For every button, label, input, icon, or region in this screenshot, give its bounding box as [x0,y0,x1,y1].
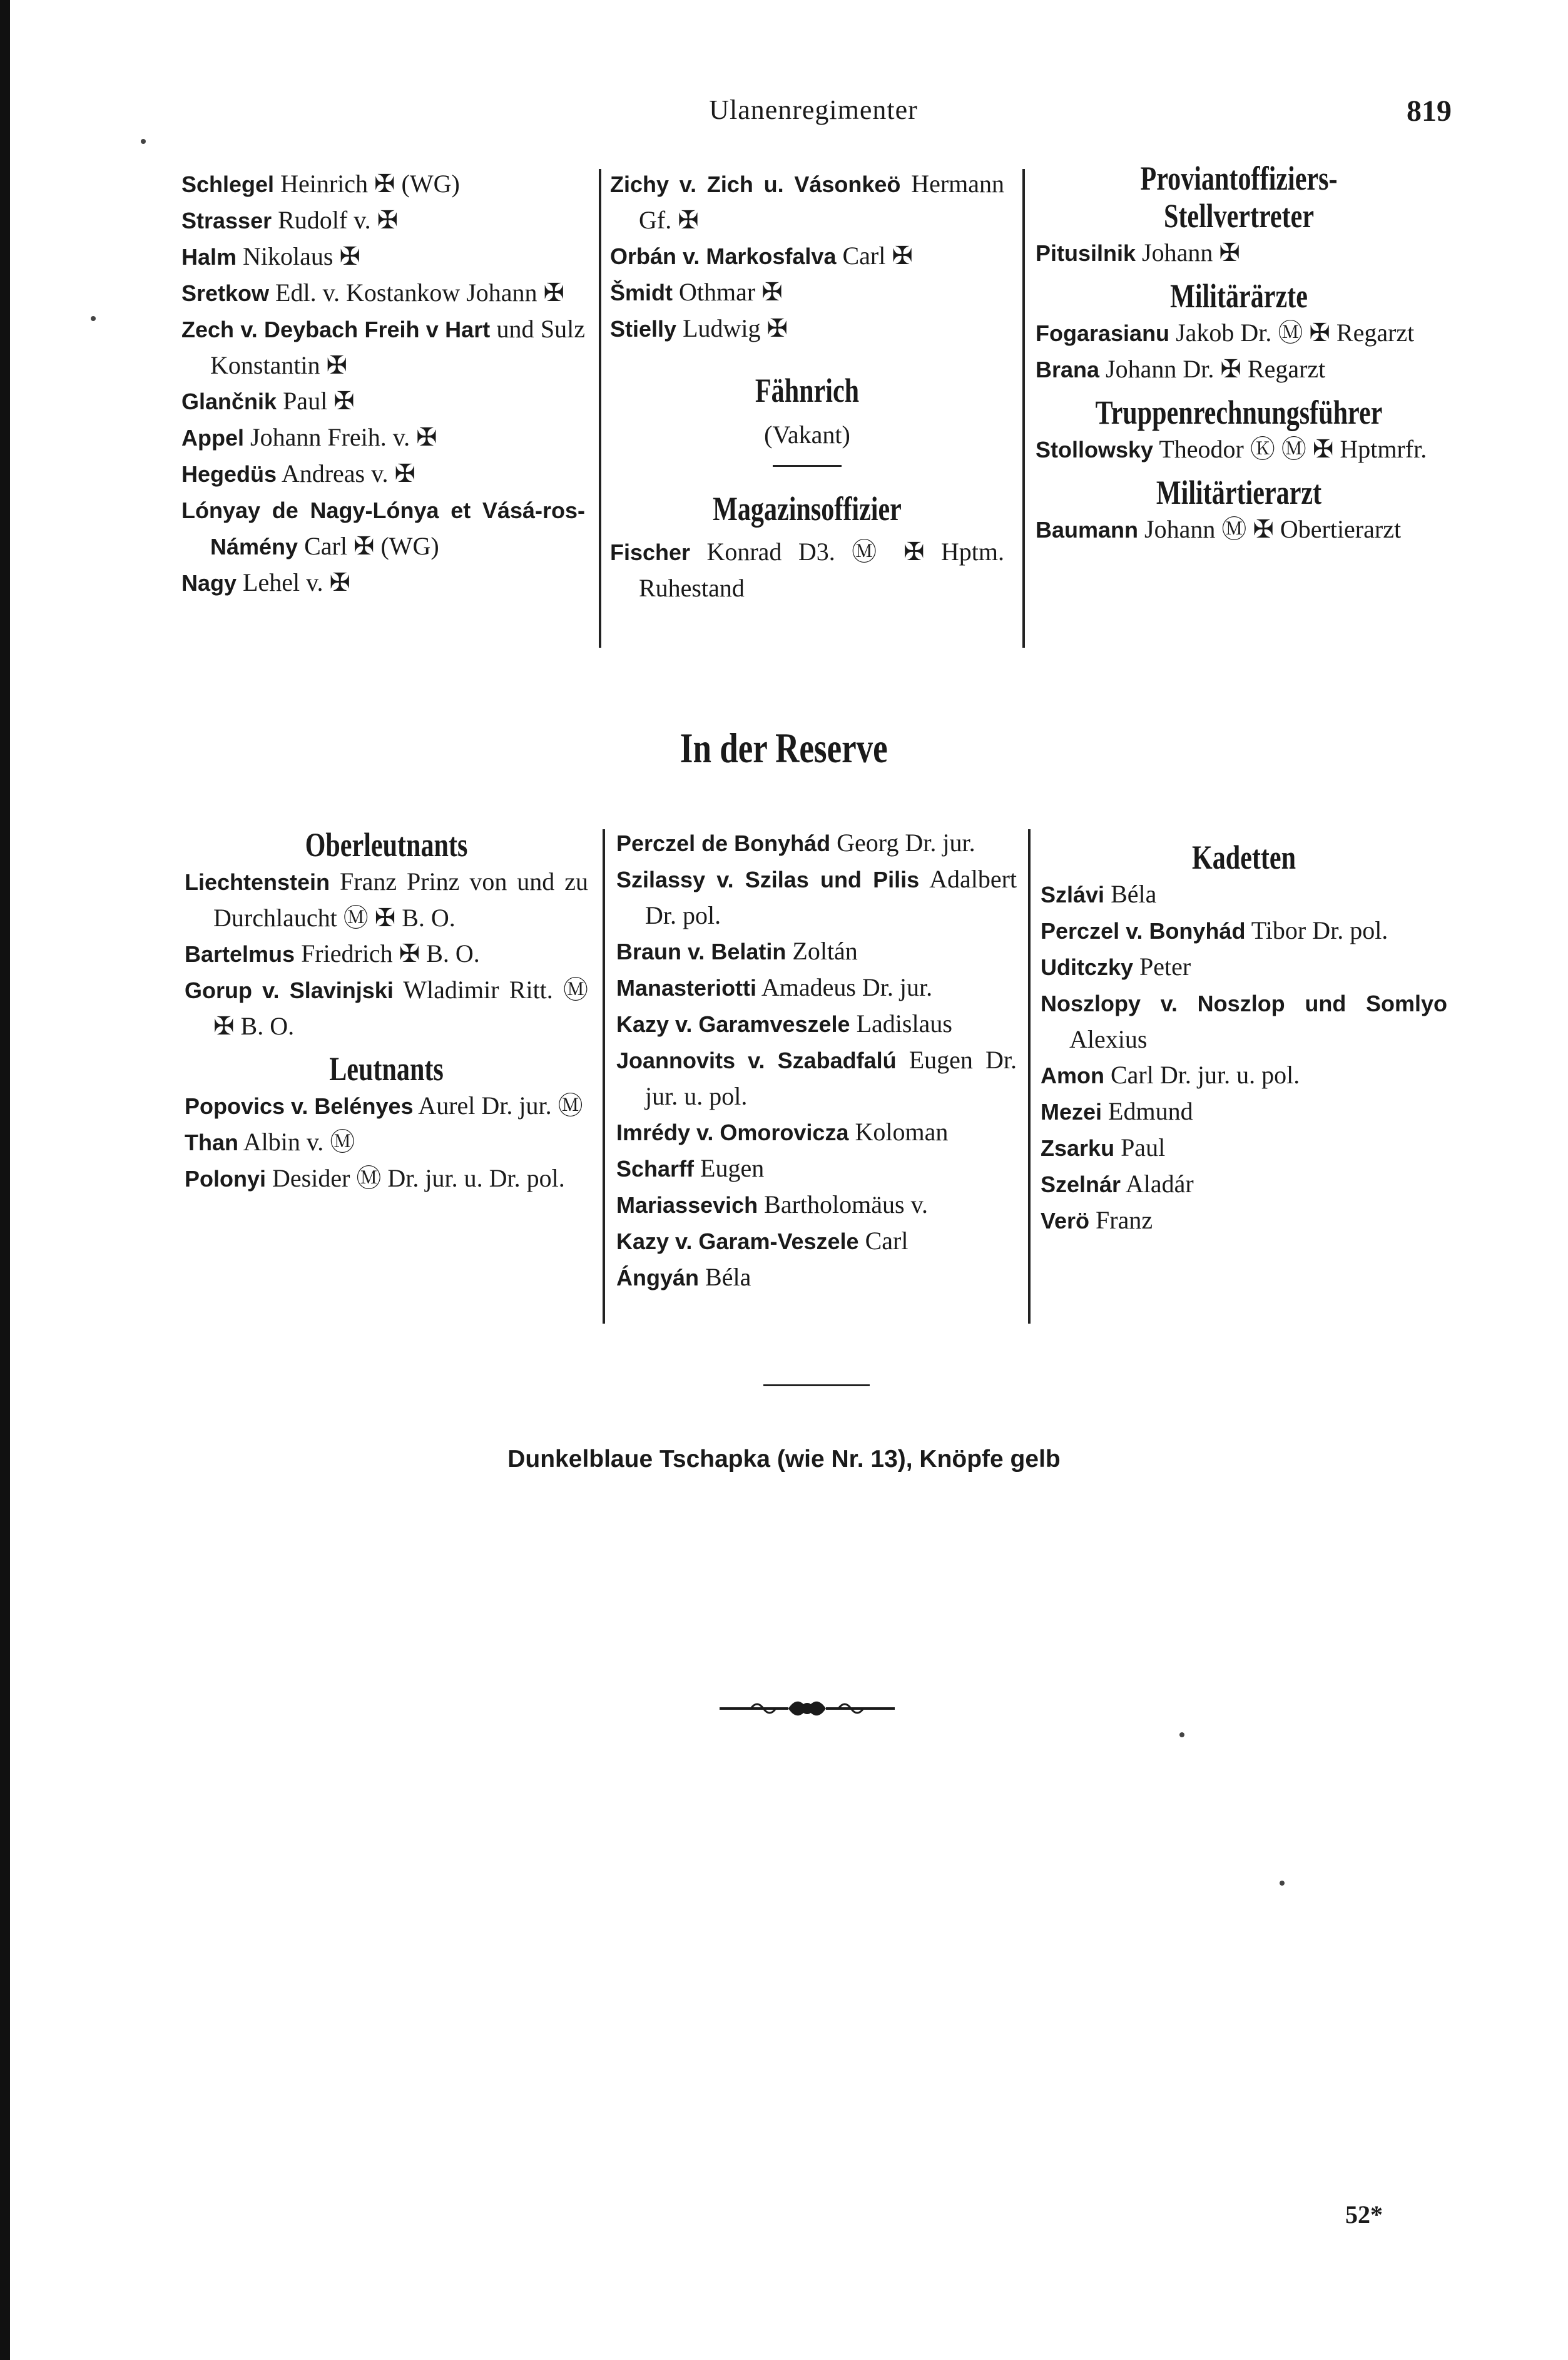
entry-details: Koloman [848,1118,949,1146]
entry-details: Bartholomäus v. [758,1190,928,1218]
list-entry [616,1042,1017,1114]
entry-details: Hermann Gf. ✠ [639,170,1005,234]
entry-details: Aladár [1121,1170,1194,1198]
entry-details: Georg Dr. jur. [830,829,975,857]
entry-surname: Baumann [1036,517,1139,543]
page-header [0,94,1568,144]
reserve-col1 [185,826,588,1197]
entry-surname: Popovics v. Belényes [185,1093,414,1119]
divider [610,459,1004,484]
list-entry [1036,511,1442,548]
entry-details: Othmar ✠ [673,278,783,306]
entry-details: Johann Freih. v. ✠ [244,423,437,451]
list-entry [616,1114,1017,1150]
entry-details: Theodor Ⓚ Ⓜ ✠ Hptmrfr. [1153,435,1427,463]
list-entry [181,492,585,564]
entry-surname: Appel [181,425,245,451]
entry-details: Johann Ⓜ ✠ Obertierarzt [1138,515,1402,543]
entry-details: Carl [858,1227,909,1255]
list-entry [181,456,585,492]
entry-details: Béla [699,1263,751,1291]
reserve-col3 [1041,839,1447,1239]
leutnants-heading: Leutnants [329,1050,444,1088]
entry-details: Johann ✠ [1136,238,1240,267]
entry-surname: Zichy v. Zich u. Vásonkeö [610,171,901,197]
list-entry [181,383,585,419]
entry-details: Zoltán [786,937,858,965]
entry-details: Lehel v. ✠ [237,568,351,596]
entry-details: Nikolaus ✠ [237,242,360,270]
entry-details: Paul [1114,1133,1166,1162]
entry-details: Paul ✠ [277,387,355,415]
section-divider [763,1384,870,1386]
entry-surname: Szilassy v. Szilas und Pilis [616,867,920,892]
entry-surname: Szelnár [1041,1172,1121,1197]
list-entry [181,238,585,275]
entry-surname: Glančnik [181,389,277,414]
entry-surname: Fogarasianu [1036,320,1170,346]
entry-details: Eugen [694,1154,765,1182]
list-entry [616,861,1017,933]
list-entry [1036,351,1442,387]
entry-surname: Strasser [181,208,272,233]
entry-details: Edmund [1102,1097,1193,1125]
entry-surname: Lónyay de Nagy-Lónya et Vásá-ros-Námény [181,498,585,559]
list-entry [616,825,1017,861]
entry-surname: Stielly [610,316,677,342]
entry-details: Rudolf v. ✠ [272,206,399,234]
speck [1280,1881,1285,1886]
entry-details: Franz Prinz von und zu Durchlaucht Ⓜ ✠ B. O. [213,867,588,932]
aerzte-heading: Militärärzte [1170,277,1308,315]
signature-mark: 52* [1345,2200,1383,2229]
ornament-divider-icon [713,1690,901,1727]
list-entry [1041,949,1447,985]
leutnants-list [185,1088,588,1197]
list-entry [181,419,585,456]
scan-edge [0,0,10,2360]
oberleutnants-heading: Oberleutnants [305,826,468,864]
entry-surname: Stollowsky [1036,437,1154,462]
entry-surname: Manasteriotti [616,975,757,1001]
staff-col3 [1036,160,1442,548]
list-entry [616,1259,1017,1295]
list-entry [610,274,1004,310]
entry-details: Johann Dr. ✠ Regarzt [1099,355,1326,383]
entry-surname: Kazy v. Garamveszele [616,1011,850,1037]
entry-surname: Perczel de Bonyhád [616,830,831,856]
entry-details: Eugen Dr. jur. u. pol. [645,1046,1017,1110]
entry-surname: Scharff [616,1156,695,1182]
list-entry [610,534,1004,606]
entry-surname: Sretkow [181,280,270,306]
list-entry [185,1124,588,1160]
entry-surname: Halm [181,244,237,270]
list-entry [185,864,588,936]
entry-surname: Hegedüs [181,461,277,487]
entry-details: Jakob Dr. Ⓜ ✠ Regarzt [1169,319,1415,347]
entry-details: Andreas v. ✠ [277,459,416,488]
page-number: 819 [1407,95,1452,128]
list-entry [185,1088,588,1124]
entry-details: Amadeus Dr. jur. [756,973,933,1001]
entry-details: Heinrich ✠ (WG) [274,170,460,198]
speck [91,316,96,321]
list-entry [616,933,1017,969]
uniform-note: Dunkelblaue Tschapka (wie Nr. 13), Knöpfe gelb [507,1446,1061,1473]
entry-surname: Uditczky [1041,954,1134,980]
entry-details: Carl ✠ [836,242,913,270]
list-entry [185,1160,588,1197]
list-entry [1041,912,1447,949]
entry-surname: Fischer [610,539,691,565]
kadetten-list [1041,876,1447,1239]
entry-details: Béla [1104,880,1157,908]
speck [141,139,146,144]
magazin-list [610,534,1004,606]
list-entry [181,275,585,311]
list-entry [616,1150,1017,1187]
entry-surname: Verö [1041,1208,1090,1234]
reserve-section-title [0,723,1568,773]
reserve-title: In der Reserve [680,724,888,772]
entry-details: Wladimir Ritt. Ⓜ ✠ B. O. [213,976,588,1040]
list-entry [610,166,1004,238]
entry-details: Albin v. Ⓜ [238,1128,355,1156]
entry-details: Ludwig ✠ [676,314,788,342]
entry-details: Carl ✠ (WG) [298,532,439,560]
col2-list [610,166,1004,347]
entry-surname: Ángyán [616,1265,700,1290]
entry-details: Aurel Dr. jur. Ⓜ [413,1091,583,1120]
list-entry [181,202,585,238]
speck [1179,1732,1184,1737]
entry-details: Desider Ⓜ Dr. jur. u. Dr. pol. [266,1164,565,1192]
entry-details: Friedrich ✠ B. O. [295,939,480,968]
reserve-col2 [616,825,1017,1295]
active-officers-col1 [181,166,585,601]
magazin-heading: Magazinsoffizier [713,490,902,528]
aerzte-list [1036,315,1442,387]
entry-surname: Braun v. Belatin [616,939,787,964]
entry-surname: Mariassevich [616,1192,758,1218]
list-entry [610,238,1004,274]
entry-details: Ladislaus [850,1009,952,1038]
oberleutnants-list [185,864,588,1044]
active-officers-col2 [610,166,1004,606]
tierarzt-heading: Militärtierarzt [1156,474,1322,511]
list-entry [616,1006,1017,1042]
list-entry [1041,1057,1447,1093]
list-entry [1041,1202,1447,1239]
entry-details: Edl. v. Kostankow Johann ✠ [269,278,565,307]
running-head: Ulanenregimenter [709,95,918,125]
entry-details: Carl Dr. jur. u. pol. [1104,1061,1300,1089]
entry-surname: Kazy v. Garam-Veszele [616,1229,859,1254]
entry-surname: Imrédy v. Omorovicza [616,1120,849,1145]
column-rule [599,169,601,648]
entry-surname: Nagy [181,570,237,596]
list-entry [616,1187,1017,1223]
list-entry [1041,876,1447,912]
list-entry [181,564,585,601]
entry-surname: Joannovits v. Szabadfalú [616,1048,897,1073]
entry-surname: Than [185,1130,238,1155]
entry-surname: Szlávi [1041,882,1105,907]
entry-surname: Polonyi [185,1166,267,1192]
list-entry [1036,235,1442,271]
entry-details: Franz [1089,1206,1153,1234]
list-entry [616,1223,1017,1259]
entry-surname: Noszlopy v. Noszlop und Somlyo [1041,991,1447,1016]
entry-surname: Schlegel [181,171,275,197]
faehnrich-vacant: (Vakant) [764,421,850,449]
proviant-heading: Proviantoffiziers-Stellvertreter [1140,160,1338,235]
tierarzt-list [1036,511,1442,548]
list-entry [610,310,1004,347]
entry-surname: Perczel v. Bonyhád [1041,918,1246,944]
entry-details: Alexius [1069,1025,1148,1053]
column-rule [1022,169,1025,648]
entry-details: Adalbert Dr. pol. [645,865,1017,929]
entry-details: Peter [1133,953,1191,981]
entry-surname: Šmidt [610,280,673,305]
list-entry [1036,315,1442,351]
column-rule [1028,829,1031,1324]
list-entry [616,969,1017,1006]
entry-surname: Bartelmus [185,941,295,967]
list-entry [1041,1130,1447,1166]
list-entry [181,166,585,202]
rechnung-heading: Truppenrechnungsführer [1095,394,1383,431]
faehnrich-heading: Fähnrich [755,372,860,409]
entry-details: Konrad D3. Ⓜ ✠ Hptm. Ruhestand [639,538,1004,602]
entry-surname: Pitusilnik [1036,240,1136,266]
kadetten-heading: Kadetten [1191,839,1296,876]
entry-surname: Mezei [1041,1099,1102,1125]
entry-details: Tibor Dr. pol. [1245,916,1388,944]
entry-surname: Brana [1036,357,1100,382]
entry-surname: Gorup v. Slavinjski [185,978,394,1003]
list-entry [181,311,585,383]
entry-surname: Amon [1041,1063,1104,1088]
list-entry [185,936,588,972]
column-rule [603,829,605,1324]
list-entry [1041,1093,1447,1130]
entry-surname: Zsarku [1041,1135,1115,1161]
entry-surname: Zech v. Deybach Freih v Hart [181,317,491,342]
list-entry [1041,985,1447,1057]
proviant-list [1036,235,1442,271]
entry-surname: Liechtenstein [185,869,330,895]
list-entry [1041,1166,1447,1202]
rechnung-list [1036,431,1442,467]
list-entry [185,972,588,1044]
list-entry [1036,431,1442,467]
entry-details: und Sulz Konstantin ✠ [210,315,585,379]
entry-surname: Orbán v. Markosfalva [610,243,837,269]
